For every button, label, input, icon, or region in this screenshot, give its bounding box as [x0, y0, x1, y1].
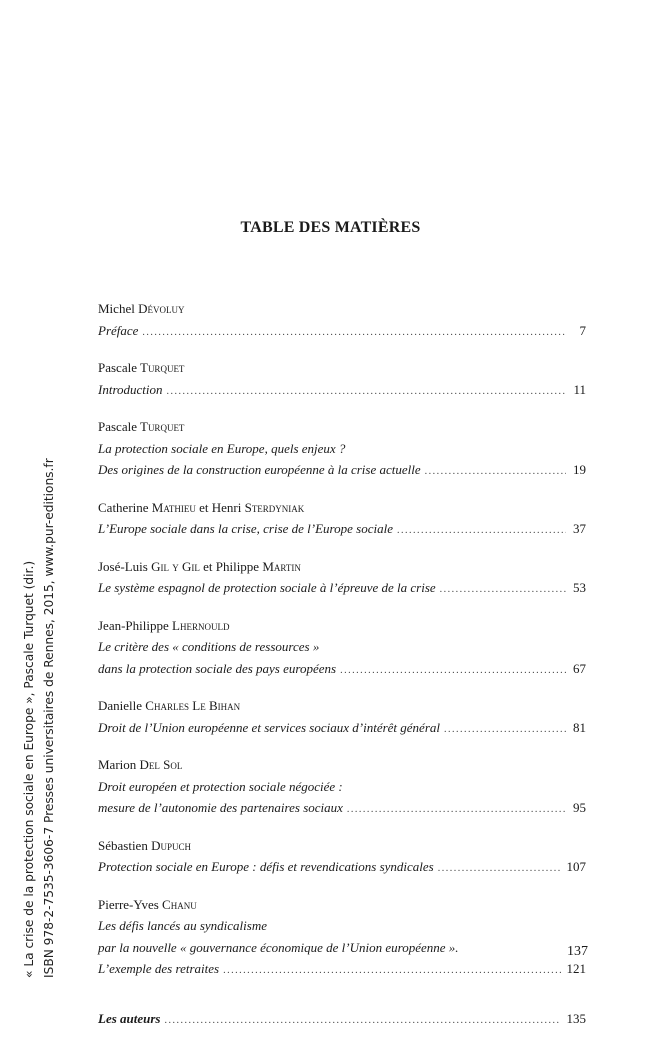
toc-author — [98, 835, 586, 857]
dot-leader — [397, 520, 566, 542]
toc-entry — [98, 894, 586, 982]
toc-author-part: Danielle C — [98, 698, 154, 713]
toc-author-part: athieu — [163, 499, 196, 515]
toc-entry — [98, 298, 586, 343]
toc-author-part: et Philippe M — [199, 558, 274, 574]
toc-author — [98, 416, 586, 438]
toc-author-part: artin — [273, 558, 301, 574]
toc-author-part: évoluy — [147, 301, 185, 316]
toc-author — [98, 615, 586, 637]
toc-title-row — [98, 797, 586, 821]
dot-leader — [444, 719, 566, 741]
toc-author-part: il y — [160, 558, 182, 574]
toc-author-part: il — [191, 558, 200, 574]
toc-title: dans la protection sociale des pays européens — [98, 660, 337, 676]
toc-title: Introduction — [98, 381, 163, 397]
dot-leader — [223, 960, 560, 982]
toc-title-row — [98, 459, 586, 483]
page-number: 137 — [567, 944, 588, 959]
side-credit-line-1: « La crise de la protection sociale en Europe », Pascale Turquet (dir.) — [22, 560, 36, 978]
toc-title: L’Europe sociale dans la crise, crise de l’Europe sociale — [98, 521, 393, 536]
toc-author — [98, 754, 586, 776]
toc-author-part: José-Luis G — [98, 558, 161, 574]
toc-page-number: 37 — [573, 521, 586, 536]
page-title: TABLE DES MATIÈRES — [240, 219, 421, 236]
toc-author-part: Sébastien D — [98, 837, 161, 853]
toc-author-part: Pierre-Yves C — [98, 896, 171, 912]
toc-author-part: Jean-Philippe L — [98, 617, 180, 633]
toc-author — [98, 497, 586, 519]
toc-title-row — [98, 577, 586, 601]
toc-title-row — [98, 1008, 586, 1032]
toc-entry-authors — [98, 1008, 586, 1032]
toc-title-row — [98, 379, 586, 403]
toc-author-part: L — [192, 698, 201, 713]
toc-title: Le système espagnol de protection sociale à l’épreuve de la crise — [98, 580, 436, 595]
toc-title: mesure de l’autonomie des partenaires sociaux — [98, 800, 343, 815]
toc-author-part: ihan — [217, 698, 241, 713]
toc-author-part: Pascale T — [98, 419, 148, 434]
toc-author-part: hernould — [179, 617, 230, 633]
toc-author-part: Marion D — [98, 757, 149, 772]
toc-author-part: el — [148, 757, 164, 772]
toc-author-part: urquet — [147, 419, 185, 434]
dot-leader — [164, 1010, 560, 1032]
dot-leader — [340, 660, 566, 682]
toc-page-number: 7 — [579, 322, 586, 338]
side-credit-line-2: ISBN 978-2-7535-3606-7 Presses universitaires de Rennes, 2015, www.pur-editions.fr — [42, 458, 56, 978]
toc-author-part: Michel D — [98, 301, 148, 316]
toc-author — [98, 894, 586, 916]
toc-entry — [98, 357, 586, 402]
toc-entry — [98, 416, 586, 483]
toc-author-part: ol — [170, 757, 183, 772]
toc-author — [98, 695, 586, 717]
toc-entry — [98, 695, 586, 740]
toc-author-part: Pascale T — [98, 360, 148, 375]
toc-page-number: 135 — [566, 1010, 586, 1026]
toc-author-part: Catherine M — [98, 499, 164, 515]
toc-page-number: 121 — [566, 961, 586, 976]
dot-leader — [438, 858, 561, 880]
dot-leader — [347, 799, 566, 821]
toc-page-number: 19 — [573, 462, 586, 477]
toc-title-line: Les défis lancés au syndicalisme — [98, 918, 267, 933]
toc-entry — [98, 615, 586, 682]
table-of-contents — [98, 298, 586, 1045]
toc-title: L’exemple des retraites — [98, 961, 220, 976]
dot-leader — [425, 461, 566, 483]
toc-title: Protection sociale en Europe : défis et revendications syndicales — [98, 859, 434, 874]
toc-author-part: et Henri S — [195, 499, 252, 515]
toc-title-row — [98, 958, 586, 982]
toc-entry — [98, 754, 586, 821]
toc-page-number: 67 — [573, 660, 586, 676]
toc-title-line: Droit européen et protection sociale négociée : — [98, 778, 343, 794]
toc-title-line: La protection sociale en Europe, quels enjeux ? — [98, 440, 346, 456]
toc-title-line: par la nouvelle « gouvernance économique de l’Union européenne ». — [98, 939, 459, 955]
toc-author-part: harles — [153, 698, 193, 713]
dot-leader — [142, 322, 566, 344]
toc-title: Les auteurs — [98, 1010, 161, 1026]
toc-title: Droit de l’Union européenne et services sociaux d’intérêt général — [98, 719, 440, 735]
toc-author-part: upuch — [160, 837, 191, 853]
toc-author-part: hanu — [170, 896, 197, 912]
toc-page-number: 95 — [573, 800, 586, 815]
toc-title-row — [98, 518, 586, 542]
toc-title-row — [98, 717, 586, 741]
toc-author — [98, 357, 586, 379]
toc-author-part: S — [163, 757, 171, 772]
toc-author-part: B — [208, 698, 218, 713]
toc-page-number: 81 — [573, 719, 586, 735]
toc-entry — [98, 835, 586, 880]
toc-title-row — [98, 320, 586, 344]
toc-author — [98, 298, 586, 320]
dot-leader — [167, 381, 566, 403]
toc-author-part: G — [181, 558, 192, 574]
toc-entry — [98, 497, 586, 542]
toc-title-row — [98, 658, 586, 682]
toc-page-number: 107 — [566, 859, 586, 874]
toc-page-number: 11 — [573, 381, 586, 397]
toc-author-part: e — [200, 698, 209, 713]
toc-title: Préface — [98, 322, 139, 338]
toc-title: Des origines de la construction européenne à la crise actuelle — [98, 462, 421, 477]
toc-title-line: Le critère des « conditions de ressources » — [98, 639, 320, 654]
dot-leader — [440, 579, 566, 601]
toc-entry — [98, 556, 586, 601]
toc-title-row — [98, 856, 586, 880]
toc-author — [98, 556, 586, 578]
toc-author-part: terdyniak — [251, 499, 305, 515]
toc-author-part: urquet — [147, 360, 185, 375]
toc-page-number: 53 — [573, 580, 586, 595]
